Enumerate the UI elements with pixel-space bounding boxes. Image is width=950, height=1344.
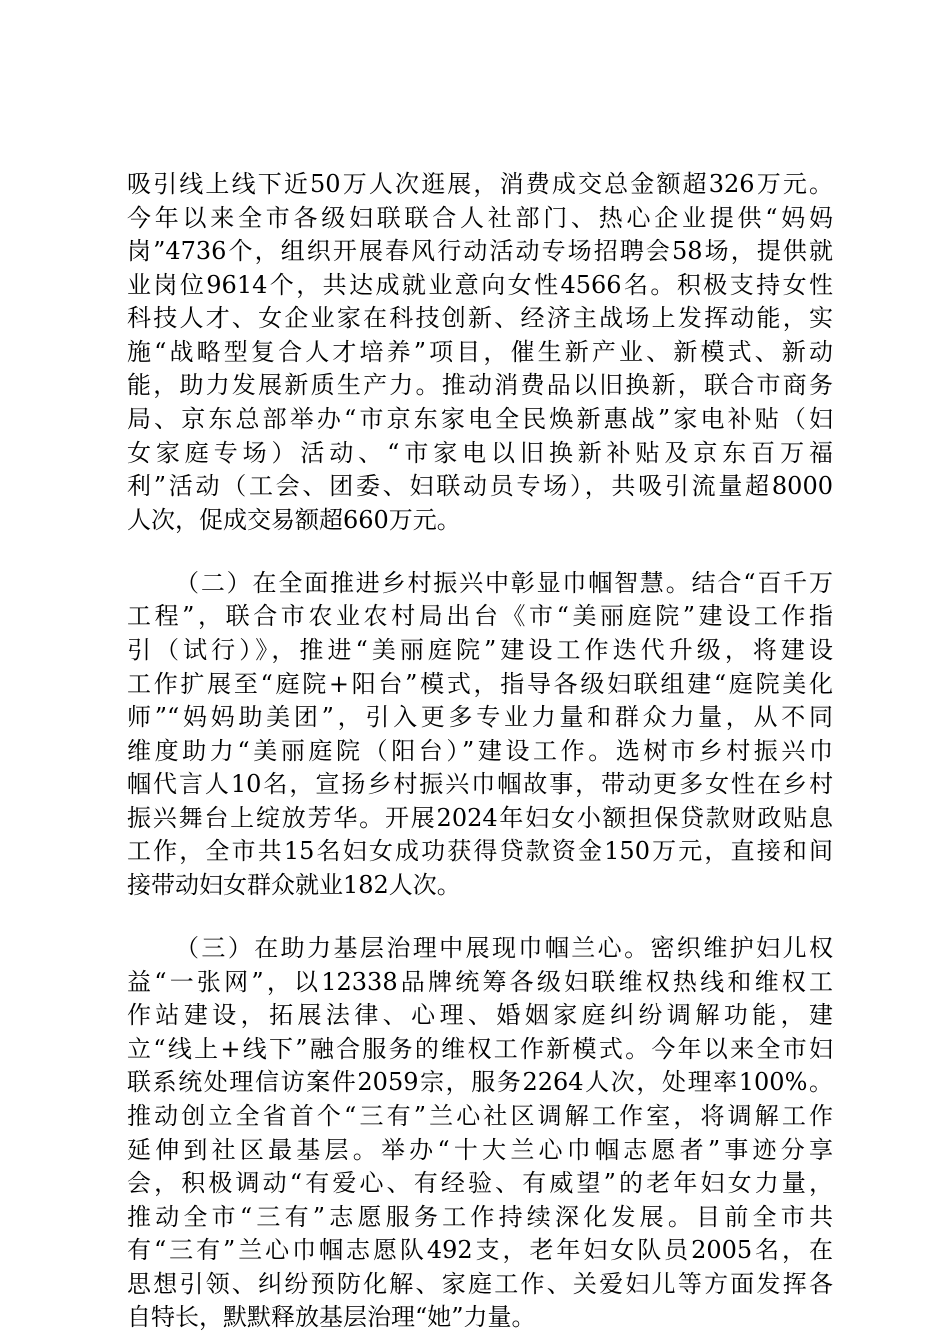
text-line: 会，积极调动“有爱心、有经验、有威望”的老年妇女力量， xyxy=(127,1169,833,1198)
text-line: 女家庭专场）活动、“市家电以旧换新补贴及京东百万福 xyxy=(127,438,833,467)
text-line: 有“三有”兰心巾帼志愿队492支，老年妇女队员2005名，在 xyxy=(127,1236,833,1265)
text-line: 益“一张网”，以12338品牌统筹各级妇联维权热线和维权工 xyxy=(127,967,833,996)
text-line: 岗”4736个，组织开展春风行动活动专场招聘会58场，提供就 xyxy=(127,237,833,266)
text-line: 自特长，默默释放基层治理“她”力量。 xyxy=(127,1303,536,1332)
text-line: 科技人才、女企业家在科技创新、经济主战场上发挥动能，实 xyxy=(127,304,833,333)
text-line: 人次，促成交易额超660万元。 xyxy=(127,505,461,534)
text-line: 吸引线上线下近50万人次逛展，消费成交总金额超326万元。 xyxy=(127,170,833,198)
text-line: 振兴舞台上绽放芳华。开展2024年妇女小额担保贷款财政贴息 xyxy=(127,803,833,832)
text-line: 施“战略型复合人才培养”项目，催生新产业、新模式、新动 xyxy=(127,337,833,366)
text-line: 业岗位9614个，共达成就业意向女性4566名。积极支持女性 xyxy=(127,270,833,299)
text-line: 局、京东总部举办“市京东家电全民焕新惠战”家电补贴（妇 xyxy=(127,404,833,433)
text-line: 工作扩展至“庭院+阳台”模式，指导各级妇联组建“庭院美化 xyxy=(127,669,833,698)
text-line: 延伸到社区最基层。举办“十大兰心巾帼志愿者”事迹分享 xyxy=(127,1135,833,1164)
text-line: 思想引领、纠纷预防化解、家庭工作、关爱妇儿等方面发挥各 xyxy=(127,1269,833,1298)
text-line: 工作，全市共15名妇女成功获得贷款资金150万元，直接和间 xyxy=(127,837,833,866)
text-line: （二）在全面推进乡村振兴中彰显巾帼智慧。结合“百千万 xyxy=(175,568,833,597)
text-line: 工程”，联合市农业农村局出台《市“美丽庭院”建设工作指 xyxy=(127,602,833,631)
text-line: 引（试行）》，推进“美丽庭院”建设工作迭代升级，将建设 xyxy=(127,636,833,665)
text-line: 接带动妇女群众就业182人次。 xyxy=(127,871,461,899)
text-line: 今年以来全市各级妇联联合人社部门、热心企业提供“妈妈 xyxy=(127,203,833,232)
text-line: 利”活动（工会、团委、妇联动员专场），共吸引流量超8000 xyxy=(127,472,833,501)
text-line: 联系统处理信访案件2059宗，服务2264人次，处理率100%。 xyxy=(127,1068,833,1097)
text-line: 立“线上+线下”融合服务的维权工作新模式。今年以来全市妇 xyxy=(127,1034,833,1063)
text-line: 推动创立全省首个“三有”兰心社区调解工作室，将调解工作 xyxy=(127,1102,833,1131)
text-line: 维度助力“美丽庭院（阳台）”建设工作。选树市乡村振兴巾 xyxy=(127,736,833,765)
text-line: 帼代言人10名，宣扬乡村振兴巾帼故事，带动更多女性在乡村 xyxy=(127,770,833,799)
text-line: 能，助力发展新质生产力。推动消费品以旧换新，联合市商务 xyxy=(127,371,833,400)
text-line: 作站建设，拓展法律、心理、婚姻家庭纠纷调解功能，建 xyxy=(127,1001,833,1030)
text-line: 推动全市“三有”志愿服务工作持续深化发展。目前全市共 xyxy=(127,1202,833,1231)
text-line: 师”“妈妈助美团”，引入更多专业力量和群众力量，从不同 xyxy=(127,703,833,732)
text-line: （三）在助力基层治理中展现巾帼兰心。密织维护妇儿权 xyxy=(175,934,833,963)
